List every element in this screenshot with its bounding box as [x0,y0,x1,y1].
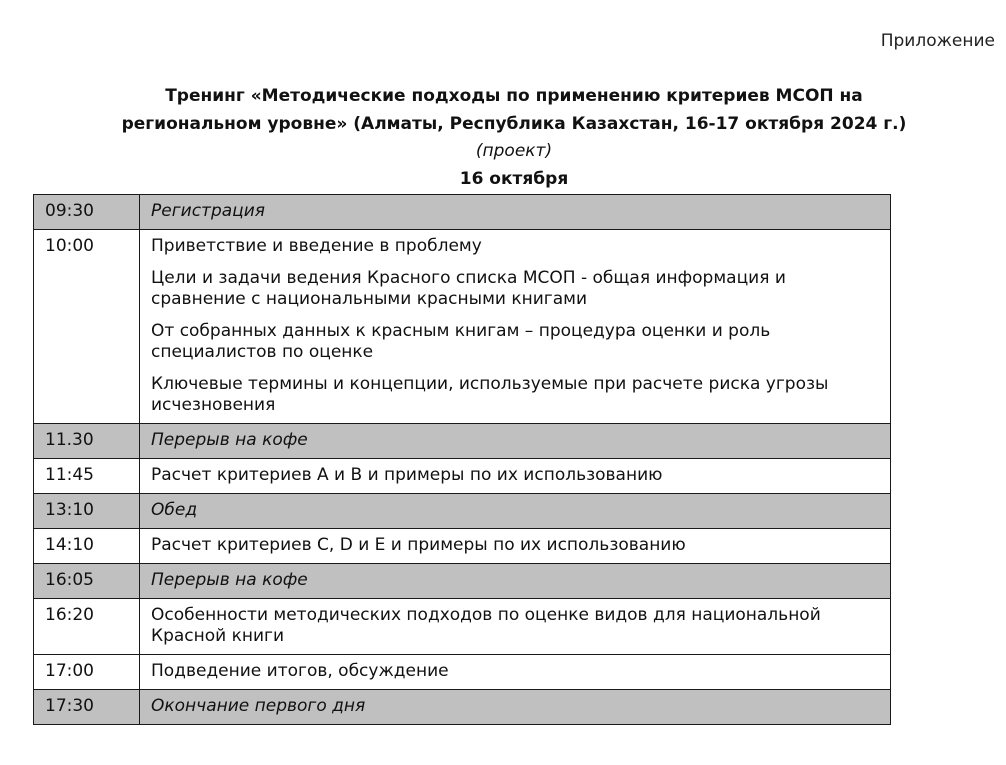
schedule-table [33,194,891,725]
schedule-row [34,690,891,725]
day-heading: 16 октября [459,169,569,189]
activity-cell [140,195,891,230]
activity-item: Обед [151,500,198,520]
draft-label: (проект) [475,141,553,161]
time-cell: 16:05 [34,564,140,599]
activity-item: Цели и задачи ведения Красного списка МСОП - общая информация и сравнение с национальными красными книгами [151,268,786,309]
schedule-row [34,424,891,459]
activity-item: От собранных данных к красным книгам – процедура оценки и роль специалистов по оценке [151,321,771,362]
time-cell: 11.30 [34,424,140,459]
activity-item: Регистрация [151,201,265,221]
activity-item: Приветствие и введение в проблему [151,236,482,256]
activity-item: Подведение итогов, обсуждение [151,661,449,681]
schedule-row [34,459,891,494]
document-title [0,82,1006,193]
activity-cell [140,690,891,725]
schedule-row [34,564,891,599]
activity-item: Расчет критериев А и В и примеры по их использованию [151,465,663,485]
activity-item: Ключевые термины и концепции, используемые при расчете риска угрозы исчезновения [151,374,829,415]
schedule-row [34,494,891,529]
schedule-row [34,599,891,655]
title-line-1: Тренинг «Методические подходы по применению критериев МСОП на [165,86,863,106]
schedule-row [34,230,891,424]
activity-cell [140,564,891,599]
time-cell: 16:20 [34,599,140,655]
activity-item: Перерыв на кофе [151,570,308,590]
activity-cell [140,494,891,529]
time-cell: 11:45 [34,459,140,494]
activity-cell [140,599,891,655]
activity-cell [140,655,891,690]
activity-item: Окончание первого дня [151,696,366,716]
time-cell: 14:10 [34,529,140,564]
appendix-label: Приложение [880,31,995,51]
schedule-row [34,195,891,230]
activity-item: Особенности методических подходов по оценке видов для национальной Красной книги [151,605,821,646]
time-cell: 09:30 [34,195,140,230]
schedule-row [34,529,891,564]
activity-cell [140,459,891,494]
time-cell: 17:00 [34,655,140,690]
time-cell: 17:30 [34,690,140,725]
schedule-row [34,655,891,690]
time-cell: 10:00 [34,230,140,424]
activity-cell [140,529,891,564]
time-cell: 13:10 [34,494,140,529]
activity-cell [140,424,891,459]
activity-item: Перерыв на кофе [151,430,308,450]
title-line-2: региональном уровне» (Алматы, Республика Казахстан, 16-17 октября 2024 г.) [121,114,907,134]
activity-cell [140,230,891,424]
activity-item: Расчет критериев C, D и E и примеры по их использованию [151,535,686,555]
